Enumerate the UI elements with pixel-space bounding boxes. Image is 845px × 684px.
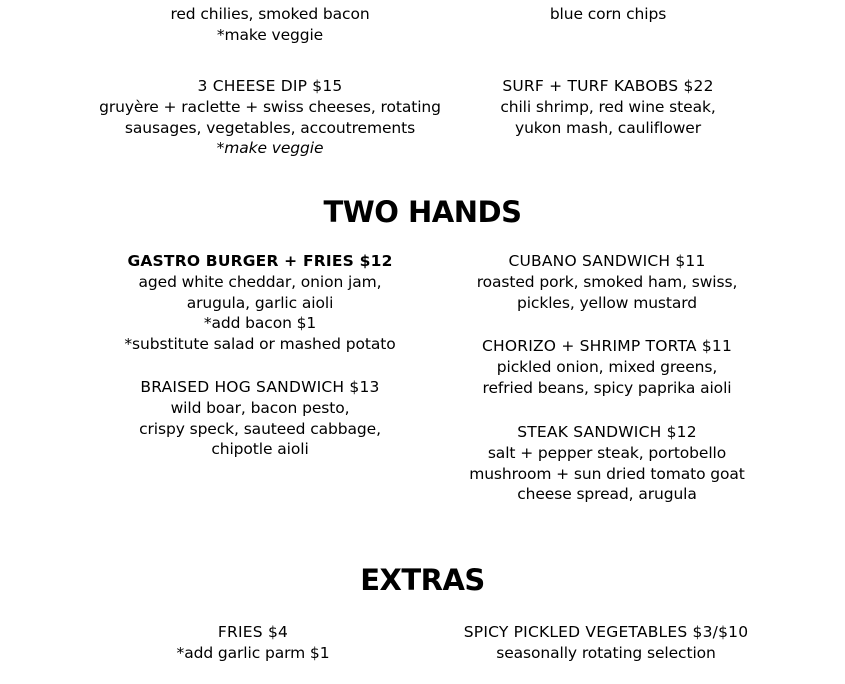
item-description: pickled onion, mixed greens, bbox=[496, 357, 718, 376]
menu-item-fries bbox=[177, 622, 330, 664]
menu-item-cubano-sandwich bbox=[477, 251, 738, 313]
item-description: roasted pork, smoked ham, swiss, bbox=[476, 272, 738, 291]
item-note: *make veggie bbox=[216, 25, 324, 44]
menu-item-chorizo-shrimp-torta bbox=[482, 336, 732, 398]
item-note: *add bacon $1 bbox=[203, 314, 317, 333]
section-title-two-hands: TWO HANDS bbox=[323, 195, 522, 229]
menu-item-surf-turf-kabobs bbox=[500, 76, 715, 138]
item-description: red chilies, smoked bacon bbox=[170, 5, 370, 23]
menu-item-braised-hog-sandwich bbox=[139, 377, 381, 460]
item-description: refried beans, spicy paprika aioli bbox=[482, 378, 732, 397]
item-note: *substitute salad or mashed potato bbox=[124, 335, 396, 354]
item-description: pickles, yellow mustard bbox=[516, 293, 698, 312]
menu-item-3-cheese-dip bbox=[99, 76, 441, 159]
item-description: chili shrimp, red wine steak, bbox=[500, 97, 716, 116]
item-note: *make veggie bbox=[216, 139, 324, 158]
item-name: FRIES $4 bbox=[217, 623, 289, 641]
partial-item-right bbox=[550, 4, 666, 25]
item-description: chipotle aioli bbox=[211, 440, 309, 459]
menu-item-steak-sandwich bbox=[469, 422, 745, 505]
item-name: GASTRO BURGER + FRIES $12 bbox=[127, 252, 393, 270]
item-description: mushroom + sun dried tomato goat bbox=[469, 464, 745, 483]
item-name: CUBANO SANDWICH $11 bbox=[508, 252, 706, 270]
item-description: seasonally rotating selection bbox=[496, 643, 716, 662]
section-title-extras: EXTRAS bbox=[360, 563, 485, 597]
item-name: 3 CHEESE DIP $15 bbox=[197, 77, 343, 95]
item-description: cheese spread, arugula bbox=[517, 485, 697, 504]
item-description: aged white cheddar, onion jam, bbox=[138, 272, 382, 291]
item-name: STEAK SANDWICH $12 bbox=[517, 423, 697, 441]
menu-item-spicy-pickled-vegetables bbox=[464, 622, 749, 664]
item-description: sausages, vegetables, accoutrements bbox=[124, 118, 416, 137]
item-description: yukon mash, cauliflower bbox=[514, 118, 701, 137]
item-description: salt + pepper steak, portobello bbox=[487, 443, 727, 462]
partial-item-left bbox=[170, 4, 369, 46]
item-name: SPICY PICKLED VEGETABLES $3/$10 bbox=[463, 623, 749, 641]
item-name: SURF + TURF KABOBS $22 bbox=[502, 77, 714, 95]
item-description: crispy speck, sauteed cabbage, bbox=[139, 419, 381, 438]
item-description: wild boar, bacon pesto, bbox=[170, 398, 350, 417]
item-name: BRAISED HOG SANDWICH $13 bbox=[140, 378, 380, 396]
item-name: CHORIZO + SHRIMP TORTA $11 bbox=[481, 337, 733, 355]
item-description: blue corn chips bbox=[549, 5, 667, 23]
item-note: *add garlic parm $1 bbox=[176, 643, 330, 662]
item-description: arugula, garlic aioli bbox=[186, 293, 334, 312]
item-description: gruyère + raclette + swiss cheeses, rotating bbox=[99, 97, 441, 116]
menu-item-gastro-burger bbox=[124, 251, 395, 355]
